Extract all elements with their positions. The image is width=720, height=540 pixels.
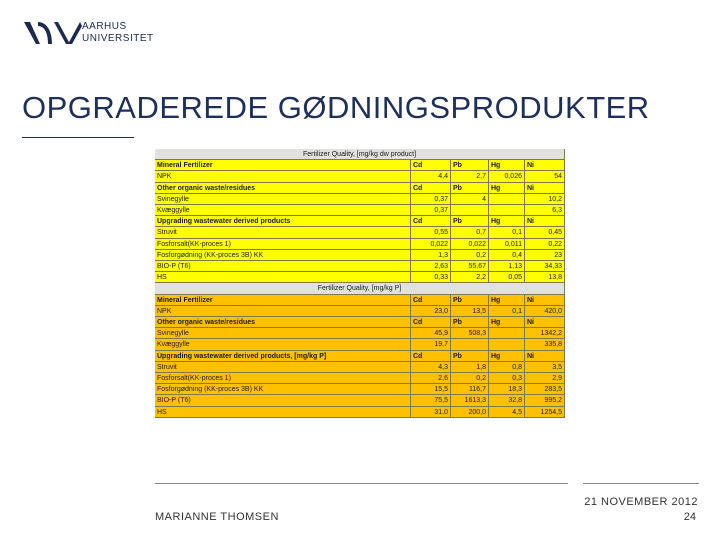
table-cell-cd: 0,33 <box>411 272 451 283</box>
table-cell-hg: Hg <box>489 295 525 306</box>
table-row <box>155 328 565 339</box>
table-cell-hg: 4,5 <box>489 407 525 418</box>
table-cell-cd: Cd <box>411 295 451 306</box>
table-cell-pb: Pb <box>451 295 489 306</box>
table-cell-pb: 0,2 <box>451 373 489 384</box>
table-cell-cd: 2,6 <box>411 373 451 384</box>
table-cell-hg: 0,4 <box>489 250 525 261</box>
table-cell-hg: Hg <box>489 183 525 194</box>
table-row <box>155 395 565 406</box>
table-cell-pb: 1,8 <box>451 362 489 373</box>
table-cell-cd: Cd <box>411 317 451 328</box>
table-cell-ni: 0,45 <box>525 227 565 238</box>
table-cell-pb: Pb <box>451 183 489 194</box>
table-cell-label: Mineral Fertilizer <box>155 160 411 171</box>
table-row <box>155 295 565 306</box>
table-cell-pb <box>451 205 489 216</box>
table-cell-label: Other organic waste/residues <box>155 183 411 194</box>
table-cell-ni: 6,3 <box>525 205 565 216</box>
table-cell-label: NPK <box>155 171 411 182</box>
table-cell-ni: 2,9 <box>525 373 565 384</box>
table-row <box>155 272 565 283</box>
aarhus-logo-icon <box>22 18 82 48</box>
table-cell-cd: 4,3 <box>411 362 451 373</box>
table-cell-ni: 1342,2 <box>525 328 565 339</box>
university-name-line2: UNIVERSITET <box>82 33 154 44</box>
table-row <box>155 194 565 205</box>
table-row <box>155 306 565 317</box>
table-cell-hg: 18,3 <box>489 384 525 395</box>
table-cell-label: Struvit <box>155 227 411 238</box>
table-cell-label: Fosforsalt(KK-proces 1) <box>155 239 411 250</box>
table-row <box>155 205 565 216</box>
table-cell-ni: 10,2 <box>525 194 565 205</box>
table-cell-ni: Ni <box>525 216 565 227</box>
table-cell-label: Svinegylle <box>155 328 411 339</box>
table-cell-ni: Ni <box>525 351 565 362</box>
table-cell-label: HS <box>155 407 411 418</box>
footer-date: 21 NOVEMBER 2012 <box>584 496 698 508</box>
table-cell-pb: 1613,3 <box>451 395 489 406</box>
table-cell-label: Kvæggylle <box>155 205 411 216</box>
table-cell-label: Other organic waste/residues <box>155 317 411 328</box>
table-row <box>155 171 565 182</box>
table-row <box>155 317 565 328</box>
table-cell-pb: 0,022 <box>451 239 489 250</box>
table-cell-ni: 335,8 <box>525 339 565 350</box>
table-cell-label: BIO-P (T6) <box>155 395 411 406</box>
table-cell-label: Upgrading wastewater derived products <box>155 216 411 227</box>
table-cell-pb: Pb <box>451 216 489 227</box>
table-row <box>155 373 565 384</box>
table-cell-label: Fosforsalt(KK-proces 1) <box>155 373 411 384</box>
table-row <box>155 239 565 250</box>
table-cell-cd: 19,7 <box>411 339 451 350</box>
table-row <box>155 216 565 227</box>
table-cell-ni: 54 <box>525 171 565 182</box>
table-cell-pb: 2,2 <box>451 272 489 283</box>
table-row <box>155 407 565 418</box>
table-cell-ni: 34,33 <box>525 261 565 272</box>
table-cell-cd: 23,0 <box>411 306 451 317</box>
table-row <box>155 227 565 238</box>
table-cell-hg: 0,1 <box>489 306 525 317</box>
table-row <box>155 261 565 272</box>
university-name <box>82 21 154 45</box>
table-cell-label: NPK <box>155 306 411 317</box>
table-cell-pb: 4 <box>451 194 489 205</box>
table-cell-hg: 0,8 <box>489 362 525 373</box>
table-cell-label: Kvæggylle <box>155 339 411 350</box>
table-row <box>155 384 565 395</box>
table-cell-pb: 13,5 <box>451 306 489 317</box>
title-divider <box>22 137 134 138</box>
table-row <box>155 351 565 362</box>
table-cell-ni: 0,22 <box>525 239 565 250</box>
table-cell-label: Fosforgødning (KK-proces 3B) KK <box>155 384 411 395</box>
table-row <box>155 339 565 350</box>
table-cell-cd: 15,5 <box>411 384 451 395</box>
table-cell-hg: 32,8 <box>489 395 525 406</box>
table-cell-ni: 1254,5 <box>525 407 565 418</box>
table-cell-cd: 0,022 <box>411 239 451 250</box>
table-section-header <box>155 149 565 160</box>
fertilizer-quality-table <box>155 149 565 419</box>
table-row <box>155 183 565 194</box>
table-cell-hg: Hg <box>489 317 525 328</box>
table-cell-cd: 45,9 <box>411 328 451 339</box>
table-cell-hg <box>489 194 525 205</box>
table-cell-ni: Ni <box>525 183 565 194</box>
table-row <box>155 160 565 171</box>
table-cell-hg <box>489 328 525 339</box>
page-number: 24 <box>683 511 696 523</box>
table-section-header <box>155 283 565 294</box>
table-header-cell: Fertilizer Quality, [mg/kg P] <box>155 283 565 294</box>
table-cell-ni: 3,5 <box>525 362 565 373</box>
table-cell-label: Mineral Fertilizer <box>155 295 411 306</box>
table-cell-hg: 0,3 <box>489 373 525 384</box>
table-cell-pb: 0,7 <box>451 227 489 238</box>
table-cell-cd: Cd <box>411 351 451 362</box>
table-cell-label: HS <box>155 272 411 283</box>
table-cell-label: Upgrading wastewater derived products, [mg/kg P] <box>155 351 411 362</box>
table-cell-hg: Hg <box>489 351 525 362</box>
table-cell-hg <box>489 205 525 216</box>
table-cell-hg: 0,1 <box>489 227 525 238</box>
table-cell-cd: 0,55 <box>411 227 451 238</box>
footer-divider-left <box>155 483 568 484</box>
table-cell-pb: Pb <box>451 317 489 328</box>
table-cell-ni: 13,8 <box>525 272 565 283</box>
slide-title: OPGRADEREDE GØDNINGSPRODUKTER <box>22 90 650 125</box>
table-row <box>155 250 565 261</box>
table-cell-hg: 0,026 <box>489 171 525 182</box>
table-cell-label: Svinegylle <box>155 194 411 205</box>
table-cell-cd: 1,3 <box>411 250 451 261</box>
table-cell-hg: 0,05 <box>489 272 525 283</box>
table-cell-hg <box>489 339 525 350</box>
table-cell-cd: 0,37 <box>411 194 451 205</box>
table-cell-ni: 283,5 <box>525 384 565 395</box>
table-cell-cd: 0,37 <box>411 205 451 216</box>
table-cell-pb: 2,7 <box>451 171 489 182</box>
footer-author: MARIANNE THOMSEN <box>155 511 279 523</box>
table-cell-ni: Ni <box>525 160 565 171</box>
footer-divider-right <box>583 483 699 484</box>
table-cell-pb: 0,2 <box>451 250 489 261</box>
table-cell-cd: Cd <box>411 216 451 227</box>
table-cell-hg: Hg <box>489 160 525 171</box>
table-cell-label: Struvit <box>155 362 411 373</box>
table-cell-hg: Hg <box>489 216 525 227</box>
table-cell-hg: 1,13 <box>489 261 525 272</box>
table-cell-ni: 420,0 <box>525 306 565 317</box>
table-cell-pb: 200,0 <box>451 407 489 418</box>
table-cell-hg: 0,011 <box>489 239 525 250</box>
table-cell-pb <box>451 339 489 350</box>
table-cell-pb: Pb <box>451 351 489 362</box>
table-cell-pb: Pb <box>451 160 489 171</box>
university-name-line1: AARHUS <box>82 21 127 32</box>
table-cell-label: BIO-P (T6) <box>155 261 411 272</box>
table-cell-pb: 55,67 <box>451 261 489 272</box>
table-cell-cd: Cd <box>411 183 451 194</box>
table-cell-ni: Ni <box>525 295 565 306</box>
table-cell-cd: 31,0 <box>411 407 451 418</box>
table-cell-cd: 75,5 <box>411 395 451 406</box>
table-cell-cd: 4,4 <box>411 171 451 182</box>
table-row <box>155 362 565 373</box>
table-cell-pb: 508,3 <box>451 328 489 339</box>
table-cell-pb: 116,7 <box>451 384 489 395</box>
table-header-cell: Fertilizer Quality, [mg/kg dw product] <box>155 149 565 160</box>
table-cell-ni: 995,2 <box>525 395 565 406</box>
table-cell-label: Fosforgødning (KK-proces 3B) KK <box>155 250 411 261</box>
table-cell-cd: Cd <box>411 160 451 171</box>
table-cell-ni: 23 <box>525 250 565 261</box>
table-cell-cd: 2,63 <box>411 261 451 272</box>
table-cell-ni: Ni <box>525 317 565 328</box>
